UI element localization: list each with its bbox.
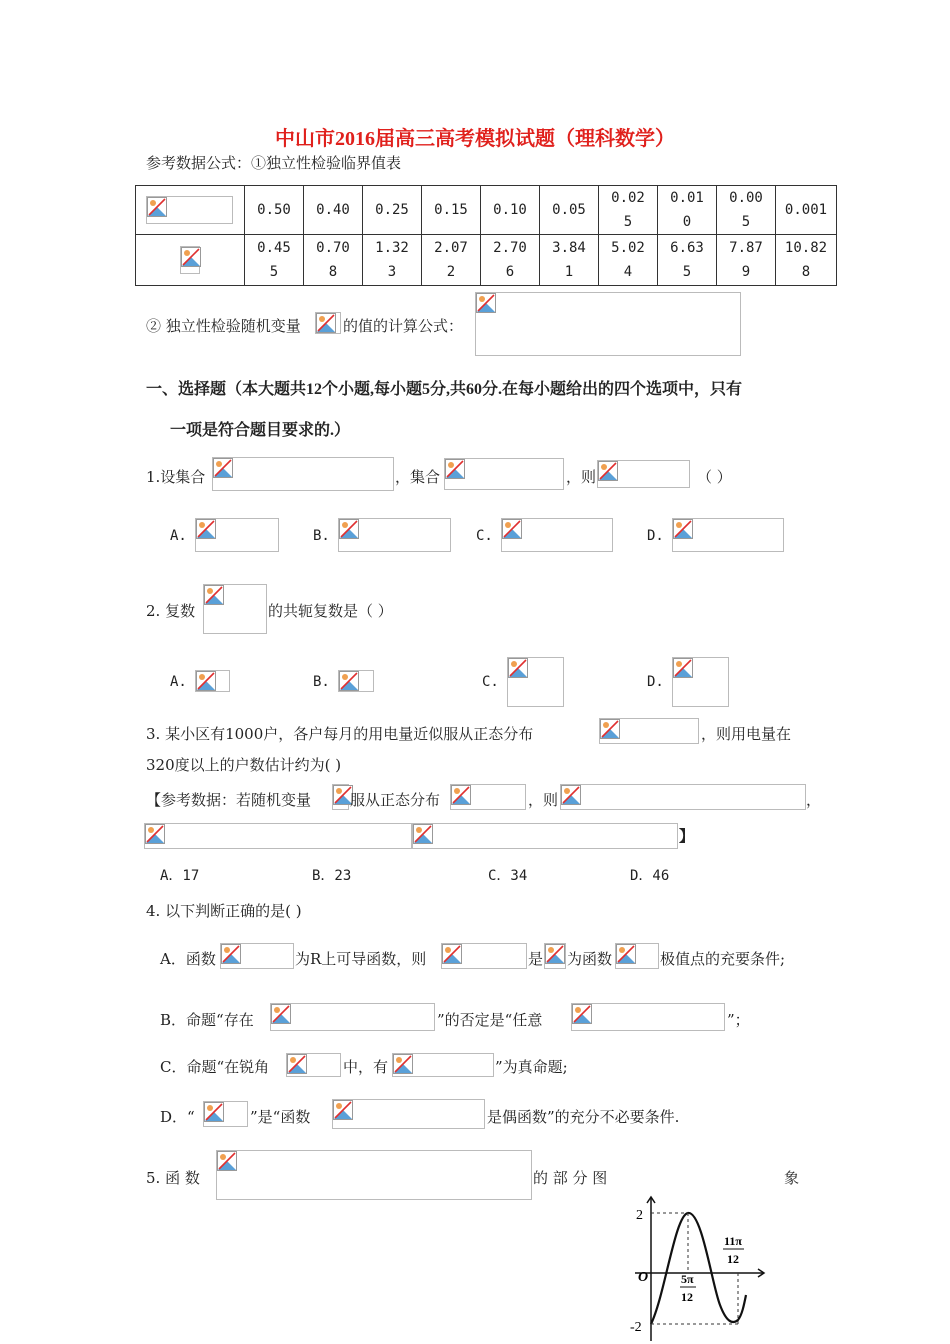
table-cell: 10.82 8 xyxy=(776,235,837,286)
table-cell: 0.00 5 xyxy=(717,186,776,235)
q3-text: ，则用电量在 xyxy=(701,725,792,743)
q4-option-d-text: 是偶函数”的充分不必要条件. xyxy=(487,1108,680,1126)
q4-option-a-text: 极值点的充要条件; xyxy=(660,950,786,968)
option-b-image xyxy=(338,518,451,552)
table-row xyxy=(136,186,837,235)
sine-curve xyxy=(651,1213,746,1324)
option-c-label: C. xyxy=(482,674,499,690)
table-cell: 0.40 xyxy=(304,186,363,235)
table-cell: 6.63 5 xyxy=(658,235,717,286)
q4-option-b-text: ”； xyxy=(727,1011,750,1029)
section-heading: 一、选择题（本大题共12个小题,每小题5分,共60分.在每小题给出的四个选项中，只有 xyxy=(146,381,743,398)
q4-option-b-text: ”的否定是“任意 xyxy=(437,1011,543,1029)
option-b: B．23 xyxy=(312,868,352,884)
q5-stem: 5. 函 数 xyxy=(146,1169,200,1187)
q1-stem: 1.设集合 xyxy=(146,468,206,486)
table-cell: 2.07 2 xyxy=(422,235,481,286)
formula-image xyxy=(441,943,527,969)
option-d-image xyxy=(672,657,729,707)
option-b-label: B. xyxy=(313,674,330,690)
critical-value-table xyxy=(135,185,837,286)
q4-option-a-text: 为函数 xyxy=(567,950,613,968)
q2-text: 的共轭复数是（ ） xyxy=(268,602,393,620)
table-cell: 0.02 5 xyxy=(599,186,658,235)
formula-image xyxy=(615,943,659,969)
table-cell: 0.25 xyxy=(363,186,422,235)
option-d: D．46 xyxy=(630,868,670,884)
broken-image-icon xyxy=(146,196,233,224)
option-c: C．34 xyxy=(488,868,528,884)
formula-image xyxy=(444,458,564,490)
q5-text-2: 象 xyxy=(784,1169,800,1187)
formula-image xyxy=(203,1101,248,1127)
formula-image xyxy=(412,823,678,849)
broken-image-icon xyxy=(180,246,200,274)
q4-option-a: A．函数 xyxy=(160,950,216,968)
formula-image xyxy=(270,1003,435,1031)
formula-image xyxy=(203,584,267,634)
q4-option-a-text: 为R上可导函数，则 xyxy=(295,950,427,968)
q1-text: ，集合 xyxy=(395,468,441,486)
x-tick-1-num: 5π xyxy=(681,1272,694,1286)
table-cell: 0.50 xyxy=(245,186,304,235)
q3-reference: ，则 xyxy=(528,791,559,809)
table-cell: 0.10 xyxy=(481,186,540,235)
table-cell: 0.45 5 xyxy=(245,235,304,286)
option-a-label: A. xyxy=(170,674,187,690)
option-d-image xyxy=(672,518,784,552)
formula-image xyxy=(220,943,294,969)
page-title: 中山市2016届高三高考模拟试题（理科数学） xyxy=(275,128,675,150)
formula-image xyxy=(475,292,741,356)
formula-image xyxy=(212,457,394,491)
formula-label: ② 独立性检验随机变量 xyxy=(146,317,301,335)
k-header-cell xyxy=(136,235,245,286)
option-b-image xyxy=(338,670,374,692)
y-tick-max: 2 xyxy=(636,1208,643,1223)
table-cell: 5.02 4 xyxy=(599,235,658,286)
x-tick-2-num: 11π xyxy=(724,1234,742,1248)
table-cell: 7.87 9 xyxy=(717,235,776,286)
option-a: A．17 xyxy=(160,868,200,884)
formula-image xyxy=(332,784,349,810)
formula-image xyxy=(597,460,690,488)
formula-image xyxy=(560,784,806,810)
q4-option-b: B．命题“存在 xyxy=(160,1011,254,1029)
formula-image xyxy=(599,718,699,744)
formula-image xyxy=(544,943,566,969)
option-a-image xyxy=(195,670,230,692)
q4-stem: 4. 以下判断正确的是( ) xyxy=(146,902,302,920)
table-cell: 0.01 0 xyxy=(658,186,717,235)
q3-reference: 【参考数据：若随机变量 xyxy=(146,791,312,809)
q3-stem: 3. 某小区有1000户，各户每月的用电量近似服从正态分布 xyxy=(146,725,534,743)
option-a-label: A. xyxy=(170,528,187,544)
option-c-image xyxy=(507,657,564,707)
formula-image xyxy=(392,1053,494,1077)
q3-reference: ， xyxy=(806,791,822,809)
broken-image-icon xyxy=(315,312,341,334)
option-c-label: C. xyxy=(476,528,493,544)
x-tick-1-den: 12 xyxy=(681,1290,693,1304)
sine-graph xyxy=(630,1195,770,1344)
q3-reference-end: 】 xyxy=(679,827,695,845)
formula-image xyxy=(144,823,412,849)
formula-image xyxy=(450,784,526,810)
origin-label: O xyxy=(638,1270,649,1285)
table-cell: 0.05 xyxy=(540,186,599,235)
table-cell: 3.84 1 xyxy=(540,235,599,286)
q3-reference: 服从正态分布 xyxy=(350,791,441,809)
q4-option-c-text: ”为真命题; xyxy=(495,1058,568,1076)
q3-text-2: 320度以上的户数估计约为( ) xyxy=(146,756,342,774)
formula-image xyxy=(216,1150,532,1200)
formula-image xyxy=(332,1099,485,1129)
q4-option-c: C．命题“在锐角 xyxy=(160,1058,270,1076)
p-header-cell xyxy=(136,186,245,235)
reference-intro: 参考数据公式：①独立性检验临界值表 xyxy=(146,154,402,172)
table-cell: 1.32 3 xyxy=(363,235,422,286)
option-d-label: D. xyxy=(647,674,664,690)
y-tick-min: -2 xyxy=(630,1320,642,1335)
q4-option-c-text: 中，有 xyxy=(343,1058,389,1076)
q2-stem: 2. 复数 xyxy=(146,602,196,620)
table-cell: 0.001 xyxy=(776,186,837,235)
option-c-image xyxy=(501,518,613,552)
q4-option-d-text: ”是“函数 xyxy=(250,1108,311,1126)
q1-text: ，则 xyxy=(566,468,597,486)
q5-text: 的 部 分 图 xyxy=(533,1169,608,1187)
q4-option-a-text: 是 xyxy=(528,950,544,968)
table-cell: 2.70 6 xyxy=(481,235,540,286)
option-a-image xyxy=(195,518,279,552)
formula-image xyxy=(286,1053,341,1077)
section-heading-2: 一项是符合题目要求的.） xyxy=(170,422,351,439)
q4-option-d: D．“ xyxy=(160,1108,195,1126)
option-d-label: D. xyxy=(647,528,664,544)
formula-image xyxy=(571,1003,725,1031)
x-tick-2-den: 12 xyxy=(727,1252,739,1266)
table-row xyxy=(136,235,837,286)
table-cell: 0.15 xyxy=(422,186,481,235)
formula-label-2: 的值的计算公式： xyxy=(343,317,464,335)
answer-bracket: （ ） xyxy=(697,468,732,486)
table-cell: 0.70 8 xyxy=(304,235,363,286)
option-b-label: B. xyxy=(313,528,330,544)
